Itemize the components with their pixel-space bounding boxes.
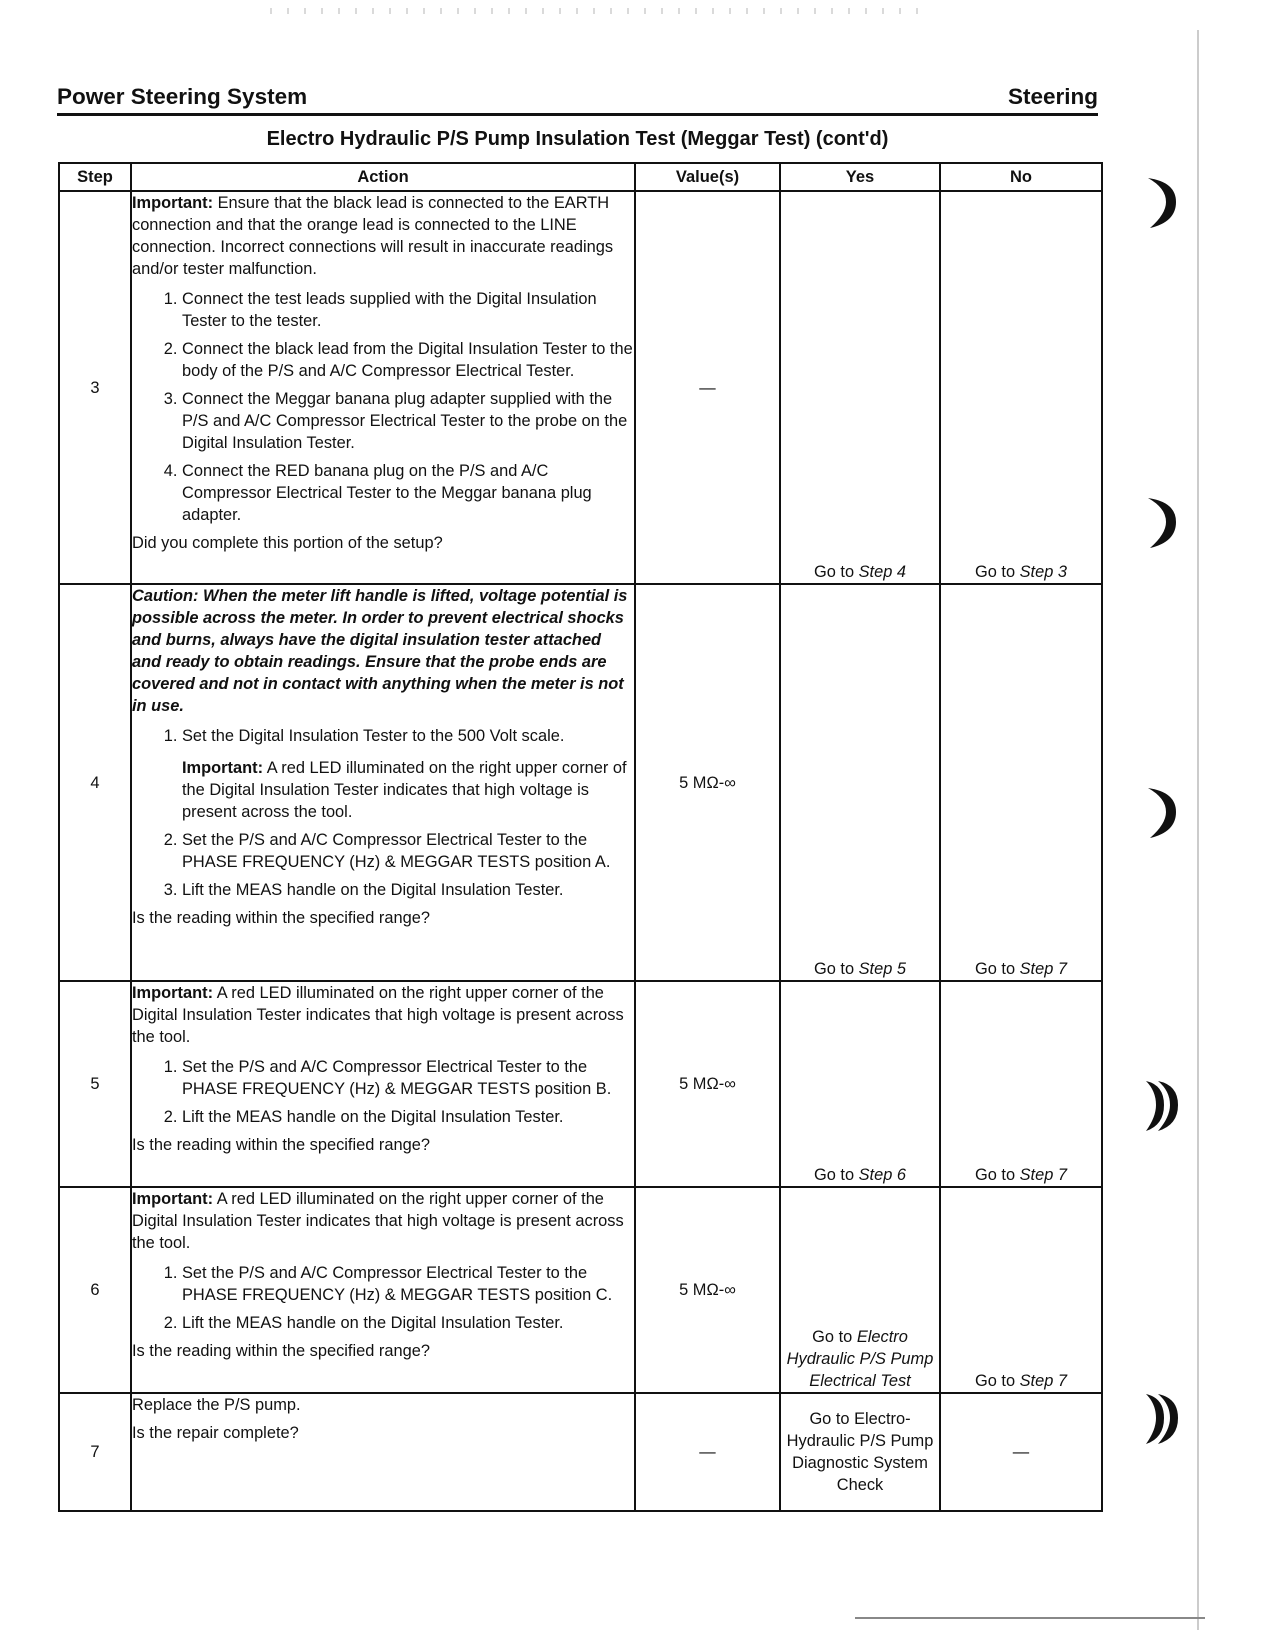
list-item: 2. Set the P/S and A/C Compressor Electrical Tester to the PHASE FREQUENCY (Hz) & MEGGAR TESTS position A.: [182, 829, 634, 873]
chapter-title: Steering: [1007, 84, 1098, 109]
question: Is the reading within the specified range?: [132, 909, 430, 927]
table-row: [59, 1187, 1102, 1393]
table-header-row: [59, 163, 1102, 191]
action-cell: [131, 981, 635, 1187]
step-number: 3: [59, 191, 131, 584]
action-steps: [132, 725, 634, 901]
value-cell: —: [635, 1393, 780, 1511]
caution-note: Caution: When the meter lift handle is lifted, voltage potential is possible across the meter. In order to prevent electrical shocks and burns, always have the digital insulation tester attached and ready to obtain readings. Ensure that the probe ends are covered and not in contact with anything when the meter is not in use.: [132, 587, 628, 715]
column-header-action: Action: [131, 163, 635, 191]
question: Did you complete this portion of the setup?: [132, 534, 443, 552]
diagnostic-table: [58, 162, 1103, 1512]
value-cell: 5 MΩ-∞: [635, 584, 780, 981]
page-edge: [1197, 30, 1199, 1630]
list-item: 1. Set the Digital Insulation Tester to the 500 Volt scale. Important: A red LED illuminated on the right upper corner of the Digital Insulation Tester indicates that high voltage is present across the tool.: [182, 725, 634, 823]
list-item: 1. Set the P/S and A/C Compressor Electrical Tester to the PHASE FREQUENCY (Hz) & MEGGAR TESTS position B.: [182, 1056, 634, 1100]
table-row: [59, 191, 1102, 584]
question: Is the repair complete?: [132, 1424, 299, 1442]
table-title: Electro Hydraulic P/S Pump Insulation Test (Meggar Test) (cont'd): [266, 128, 889, 150]
list-item: 2. Lift the MEAS handle on the Digital Insulation Tester.: [182, 1106, 634, 1128]
action-cell: [131, 584, 635, 981]
binder-mark-icon: [1142, 492, 1182, 552]
table-row: [59, 981, 1102, 1187]
binder-mark-icon: [1142, 172, 1182, 232]
action-steps: [132, 288, 634, 526]
scan-artifact: [270, 8, 920, 14]
list-item: 2. Connect the black lead from the Digital Insulation Tester to the body of the P/S and A/C Compressor Electrical Tester.: [182, 338, 634, 382]
important-note: Important: A red LED illuminated on the right upper corner of the Digital Insulation Tester indicates that high voltage is present across the tool.: [132, 984, 624, 1046]
action-steps: [132, 1262, 634, 1334]
step-number: 4: [59, 584, 131, 981]
no-cell: Go to Step 7: [940, 584, 1102, 981]
binder-mark-icon: [1142, 782, 1182, 842]
important-note: Important: A red LED illuminated on the right upper corner of the Digital Insulation Tester indicates that high voltage is present across the tool.: [132, 1190, 624, 1252]
action-cell: [131, 191, 635, 584]
list-item: 3. Lift the MEAS handle on the Digital Insulation Tester.: [182, 879, 634, 901]
value-cell: 5 MΩ-∞: [635, 981, 780, 1187]
action-cell: [131, 1393, 635, 1511]
column-header-no: No: [940, 163, 1102, 191]
page-header: [57, 84, 1098, 116]
list-item: 1. Set the P/S and A/C Compressor Electrical Tester to the PHASE FREQUENCY (Hz) & MEGGAR TESTS position C.: [182, 1262, 634, 1306]
table-row: [59, 1393, 1102, 1511]
yes-cell: Go to Electro-Hydraulic P/S Pump Diagnostic System Check: [780, 1393, 940, 1511]
table-row: [59, 584, 1102, 981]
section-title: Power Steering System: [57, 84, 308, 109]
binder-mark-icon: [1142, 1075, 1182, 1135]
no-cell: Go to Step 7: [940, 1187, 1102, 1393]
list-item: 1. Connect the test leads supplied with the Digital Insulation Tester to the tester.: [182, 288, 634, 332]
action-steps: [132, 1056, 634, 1128]
binder-mark-icon: [1142, 1388, 1182, 1448]
action-cell: [131, 1187, 635, 1393]
list-item: 3. Connect the Meggar banana plug adapter supplied with the P/S and A/C Compressor Electrical Tester to the probe on the Digital Insulation Tester.: [182, 388, 634, 454]
yes-cell: Go to Electro Hydraulic P/S Pump Electrical Test: [780, 1187, 940, 1393]
step-number: 7: [59, 1393, 131, 1511]
list-item: 4. Connect the RED banana plug on the P/S and A/C Compressor Electrical Tester to the Meggar banana plug adapter.: [182, 460, 634, 526]
step-number: 5: [59, 981, 131, 1187]
important-note: Important: Ensure that the black lead is connected to the EARTH connection and that the orange lead is connected to the LINE connection. Incorrect connections will result in inaccurate readings and/or tester malfunction.: [132, 194, 614, 278]
column-header-yes: Yes: [780, 163, 940, 191]
step-number: 6: [59, 1187, 131, 1393]
question: Is the reading within the specified range?: [132, 1136, 430, 1154]
value-cell: —: [635, 191, 780, 584]
yes-cell: Go to Step 5: [780, 584, 940, 981]
yes-cell: Go to Step 6: [780, 981, 940, 1187]
action-text: Replace the P/S pump.: [132, 1396, 301, 1414]
column-header-values: Value(s): [635, 163, 780, 191]
important-note: Important: A red LED illuminated on the right upper corner of the Digital Insulation Tester indicates that high voltage is present across the tool.: [182, 759, 627, 821]
question: Is the reading within the specified range?: [132, 1342, 430, 1360]
value-cell: 5 MΩ-∞: [635, 1187, 780, 1393]
yes-cell: Go to Step 4: [780, 191, 940, 584]
no-cell: Go to Step 3: [940, 191, 1102, 584]
column-header-step: Step: [59, 163, 131, 191]
no-cell: —: [940, 1393, 1102, 1511]
list-item: 2. Lift the MEAS handle on the Digital Insulation Tester.: [182, 1312, 634, 1334]
no-cell: Go to Step 7: [940, 981, 1102, 1187]
page-bottom-edge: [855, 1617, 1205, 1619]
